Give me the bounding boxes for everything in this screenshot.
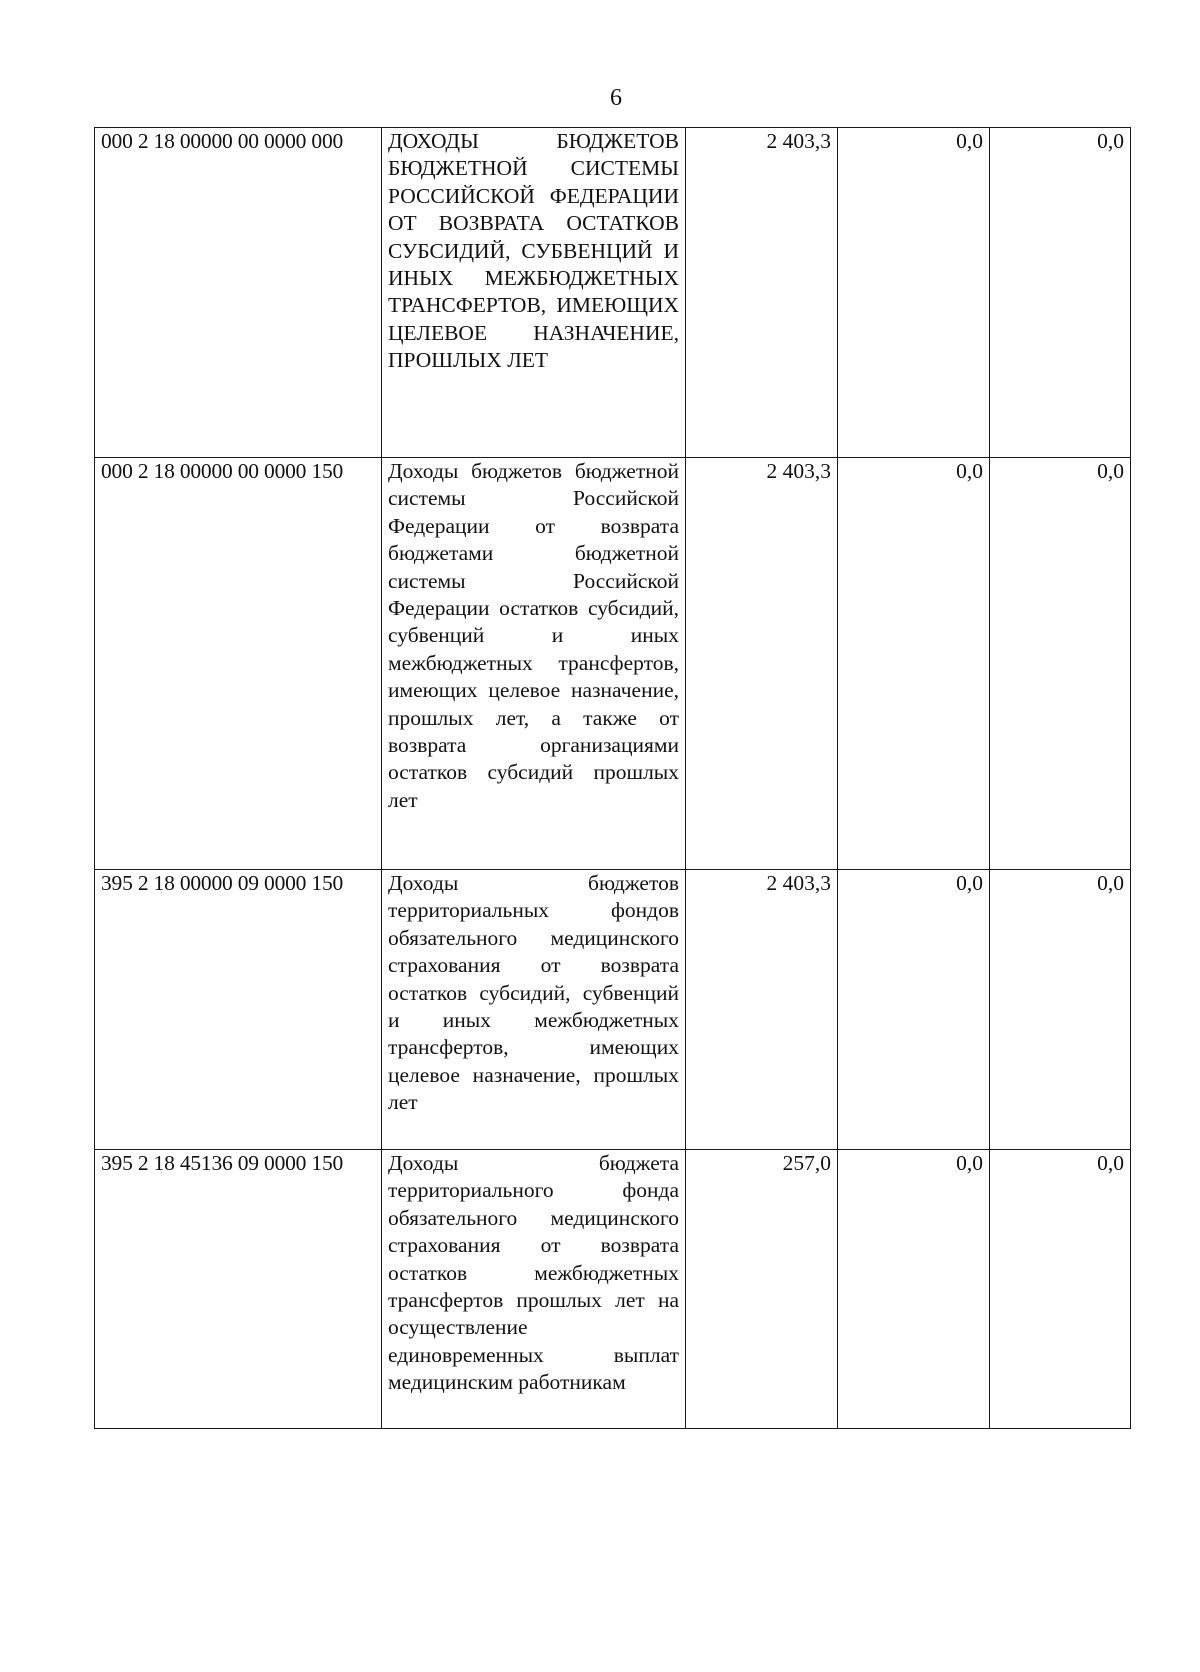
amount-cell-3: 0,0 — [990, 458, 1131, 870]
amount-cell-2: 0,0 — [838, 458, 990, 870]
table-row — [95, 870, 1131, 1150]
table-row — [95, 1150, 1131, 1429]
amount-cell-2: 0,0 — [838, 128, 990, 458]
classification-code-cell: 395 2 18 00000 09 0000 150 — [95, 870, 382, 1150]
amount-cell-1: 257,0 — [686, 1150, 838, 1429]
amount-cell-3: 0,0 — [990, 1150, 1131, 1429]
revenue-name-cell: Доходы бюджетов бюджетной системы Российской Федерации от возврата бюджетами бюджетной системы Российской Федерации остатков субсидий, субвенций и иных межбюджетных трансфертов, имеющих целевое назначение, прошлых лет, а также от возврата организациями остатков субсидий прошлых лет — [382, 458, 686, 870]
amount-cell-2: 0,0 — [838, 870, 990, 1150]
amount-cell-2: 0,0 — [838, 1150, 990, 1429]
revenue-name-cell: ДОХОДЫ БЮДЖЕТОВ БЮДЖЕТНОЙ СИСТЕМЫ РОССИЙСКОЙ ФЕДЕРАЦИИ ОТ ВОЗВРАТА ОСТАТКОВ СУБСИДИЙ, СУБВЕНЦИЙ И ИНЫХ МЕЖБЮДЖЕТНЫХ ТРАНСФЕРТОВ, ИМЕЮЩИХ ЦЕЛЕВОЕ НАЗНАЧЕНИЕ, ПРОШЛЫХ ЛЕТ — [382, 128, 686, 458]
amount-cell-1: 2 403,3 — [686, 128, 838, 458]
classification-code-cell: 000 2 18 00000 00 0000 150 — [95, 458, 382, 870]
revenue-name-cell: Доходы бюджетов территориальных фондов обязательного медицинского страхования от возврата остатков субсидий, субвенций и иных межбюджетных трансфертов, имеющих целевое назначение, прошлых лет — [382, 870, 686, 1150]
page-number: 6 — [610, 85, 622, 111]
amount-cell-1: 2 403,3 — [686, 870, 838, 1150]
amount-cell-3: 0,0 — [990, 870, 1131, 1150]
table-row — [95, 128, 1131, 458]
classification-code-cell: 000 2 18 00000 00 0000 000 — [95, 128, 382, 458]
table-row — [95, 458, 1131, 870]
classification-code-cell: 395 2 18 45136 09 0000 150 — [95, 1150, 382, 1429]
budget-revenue-table — [94, 127, 1131, 1429]
revenue-name-cell: Доходы бюджета территориального фонда обязательного медицинского страхования от возврата остатков межбюджетных трансфертов прошлых лет на осуществление единовременных выплат медицинским работникам — [382, 1150, 686, 1429]
amount-cell-1: 2 403,3 — [686, 458, 838, 870]
amount-cell-3: 0,0 — [990, 128, 1131, 458]
